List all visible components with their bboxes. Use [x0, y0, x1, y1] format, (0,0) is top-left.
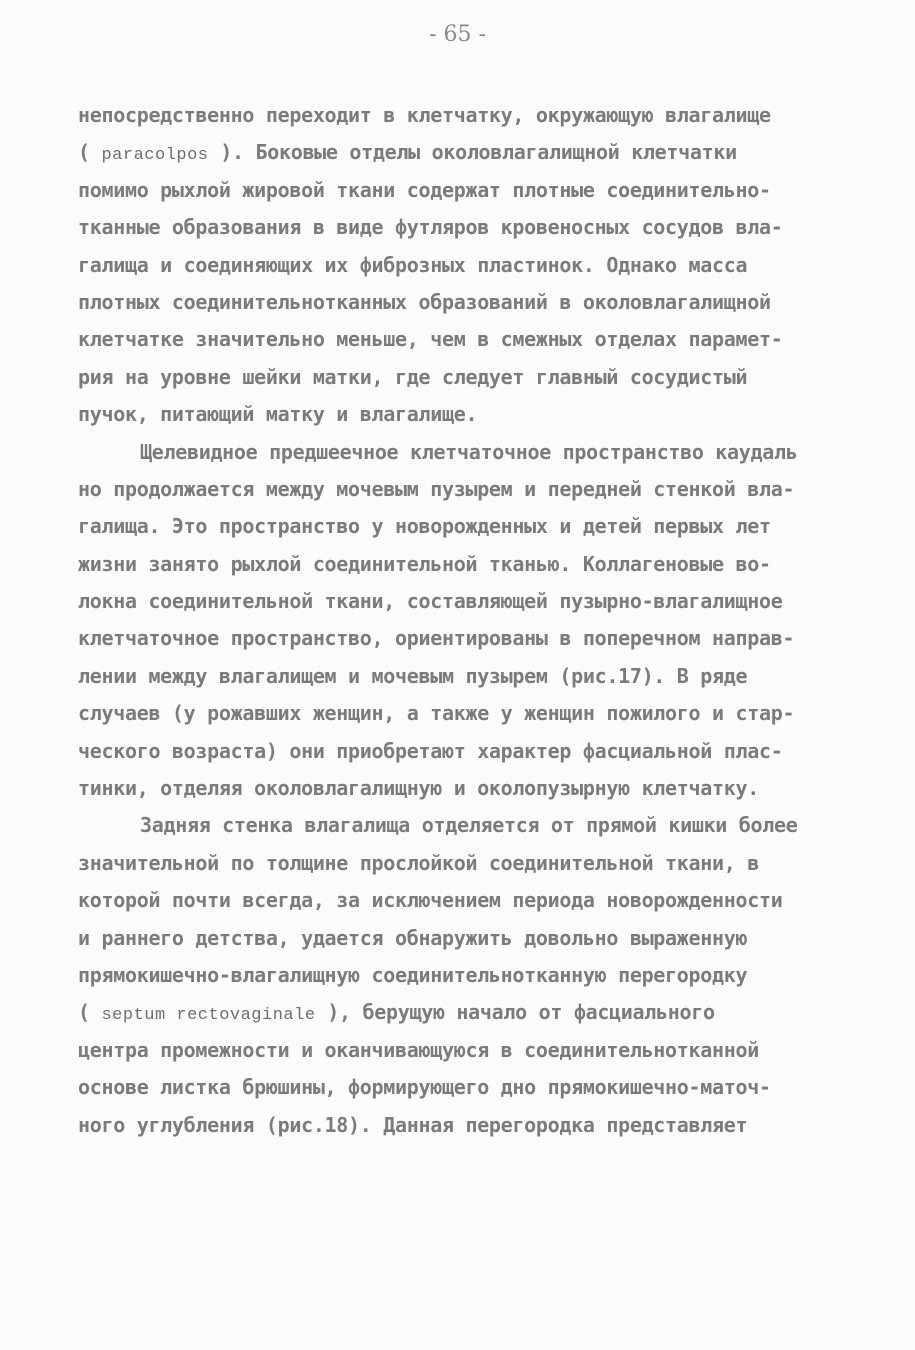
text-line: центра промежности и оканчивающуюся в соединительнотканной [78, 1037, 759, 1062]
page-number: - 65 - [429, 22, 486, 47]
body-text [78, 97, 858, 1144]
text-line: жизни занято рыхлой соединительной тканью. Коллагеновые во- [78, 551, 771, 576]
latin-term: septum rectovaginale [101, 1006, 316, 1026]
text-line: рия на уровне шейки матки, где следует главный сосудистый [78, 364, 748, 389]
text-line: плотных соединительнотканных образований в околовлагалищной [78, 289, 771, 314]
text-line: галища. Это пространство у новорожденных и детей первых лет [78, 514, 771, 539]
text-line: клетчаточное пространство, ориентированы в поперечном направ- [78, 626, 795, 651]
text-line: непосредственно переходит в клетчатку, окружающую влагалище [78, 103, 771, 127]
text-line: пучок, питающий матку и влагалище. [78, 402, 478, 427]
text-line: Щелевидное предшеечное клетчаточное пространство каудаль [140, 439, 798, 464]
text-line: локна соединительной ткани, составляющей пузырно-влагалищное [78, 589, 783, 614]
text-line: лении между влагалищем и мочевым пузырем (рис.17). В ряде [78, 663, 748, 688]
text-line: ( septum rectovaginale ), берущую начало от фасциального [78, 1000, 715, 1026]
text-line: которой почти всегда, за исключением периода новорожденности [78, 888, 783, 913]
text-line: ного углубления (рис.18). Данная перегородка представляет [78, 1112, 748, 1137]
text-line: но продолжается между мочевым пузырем и передней стенкой вла- [78, 476, 795, 501]
text-line: помимо рыхлой жировой ткани содержат плотные соединительно- [78, 177, 771, 202]
text-line: ческого возраста) они приобретают характер фасциальной плас- [78, 738, 783, 763]
text-line: Задняя стенка влагалища отделяется от прямой кишки более [140, 813, 798, 838]
text-line: основе листка брюшины, формирующего дно прямокишечно-маточ- [78, 1075, 771, 1100]
text-line: ( paracolpos ). Боковые отделы околовлагалищной клетчатки [78, 140, 737, 166]
text-line: тинки, отделяя околовлагалищную и околопузырную клетчатку. [78, 776, 759, 801]
latin-term: paracolpos [101, 146, 209, 166]
text-line: галища и соединяющих их фиброзных пластинок. Однако масса [78, 252, 748, 277]
text-line: тканные образования в виде футляров кровеносных сосудов вла- [78, 215, 783, 240]
text-line: случаев (у рожавших женщин, а также у женщин пожилого и стар- [78, 701, 795, 726]
text-line: клетчатке значительно меньше, чем в смежных отделах парамет- [78, 327, 783, 352]
text-line: и раннего детства, удается обнаружить довольно выраженную [78, 925, 748, 950]
text-line: значительной по толщине прослойкой соединительной ткани, в [78, 850, 759, 875]
text-line: прямокишечно-влагалищную соединительнотканную перегородку [78, 962, 748, 987]
